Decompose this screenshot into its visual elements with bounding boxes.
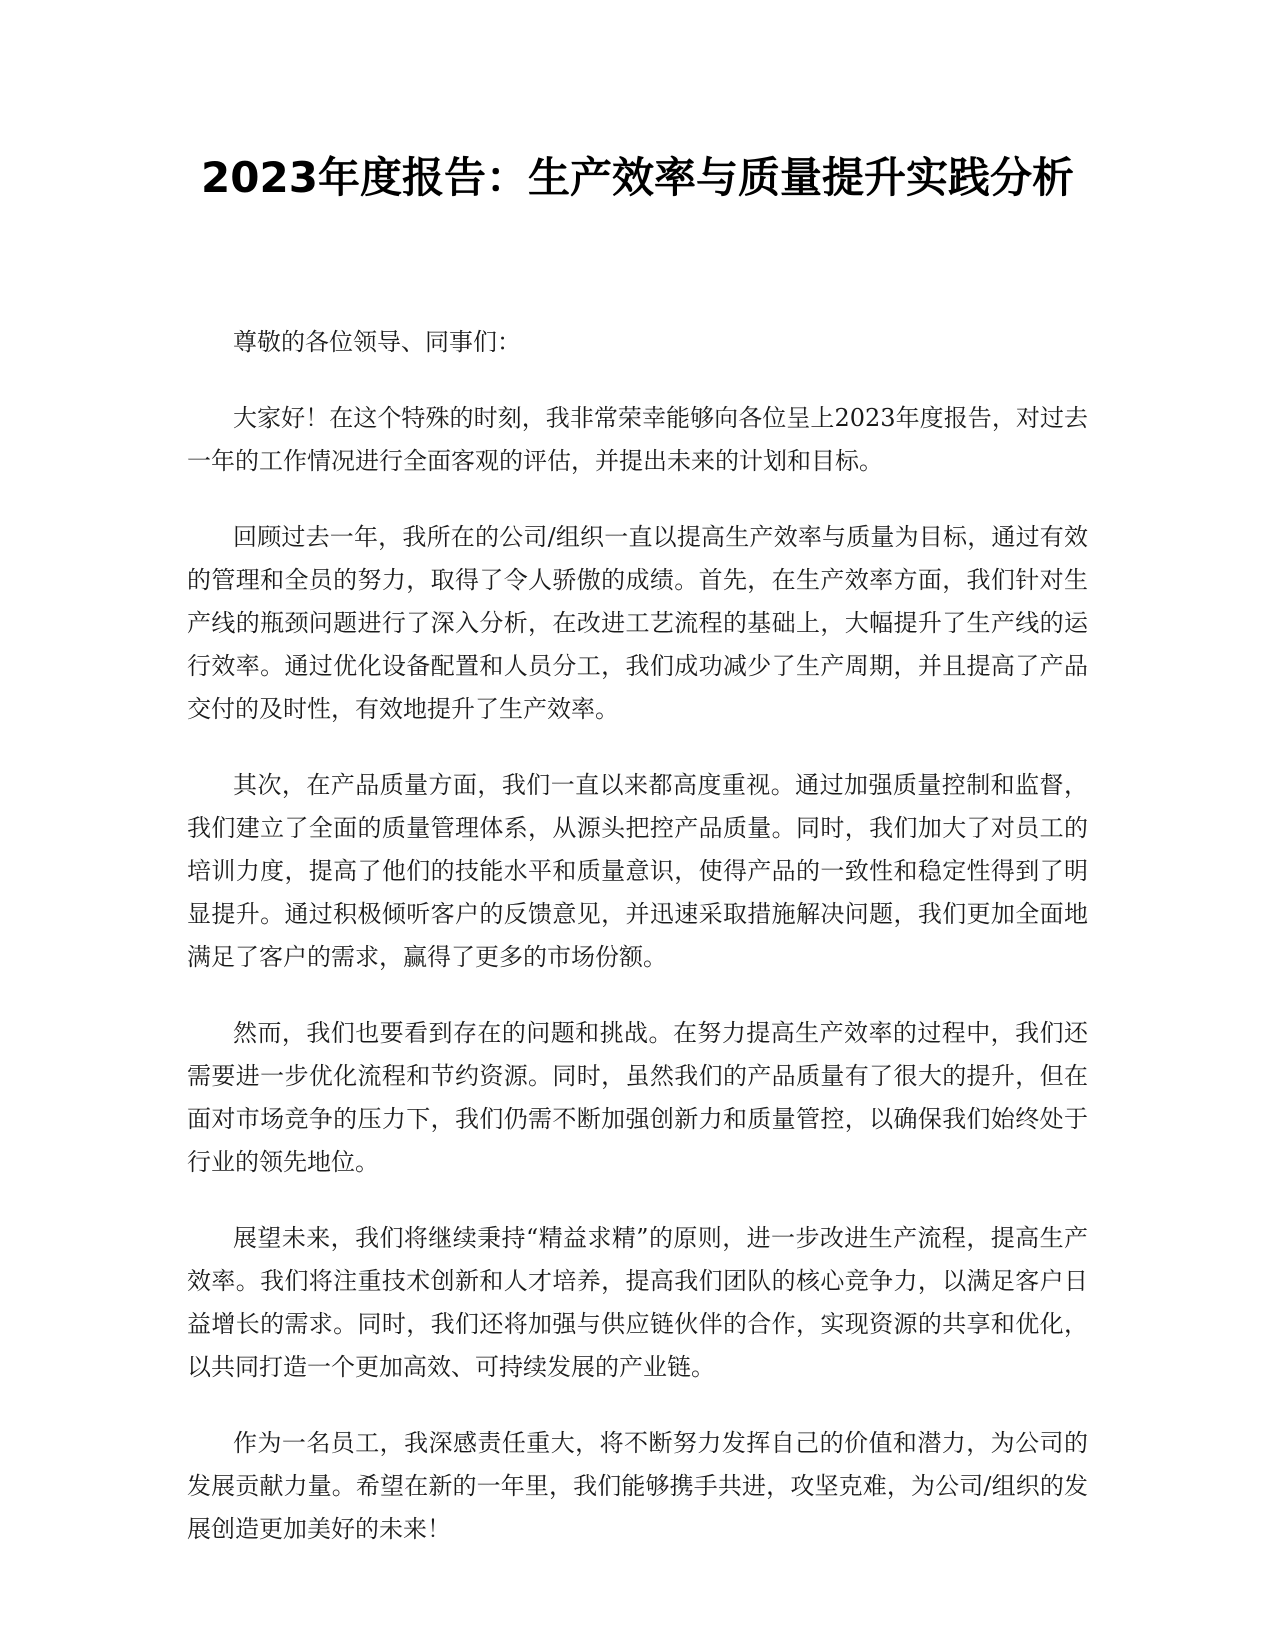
body-paragraph: 展望未来，我们将继续秉持“精益求精”的原则，进一步改进生产流程，提高生产效率。我们将注重技术创新和人才培养，提高我们团队的核心竞争力，以满足客户日益增长的需求。同时，我们还将加强与供应链伙伴的合作，实现资源的共享和优化，以共同打造一个更加高效、可持续发展的产业链。 <box>187 1224 1088 1381</box>
body-paragraph: 然而，我们也要看到存在的问题和挑战。在努力提高生产效率的过程中，我们还需要进一步优化流程和节约资源。同时，虽然我们的产品质量有了很大的提升，但在面对市场竞争的压力下，我们仍需不断加强创新力和质量管控，以确保我们始终处于行业的领先地位。 <box>187 1019 1088 1176</box>
document-body <box>187 321 1088 1584</box>
body-paragraph: 回顾过去一年，我所在的公司/组织一直以提高生产效率与质量为目标，通过有效的管理和全员的努力，取得了令人骄傲的成绩。首先，在生产效率方面，我们针对生产线的瓶颈问题进行了深入分析，在改进工艺流程的基础上，大幅提升了生产线的运行效率。通过优化设备配置和人员分工，我们成功减少了生产周期，并且提高了产品交付的及时性，有效地提升了生产效率。 <box>187 523 1088 723</box>
closing-paragraph: 作为一名员工，我深感责任重大，将不断努力发挥自己的价值和潜力，为公司的发展贡献力量。希望在新的一年里，我们能够携手共进，攻坚克难，为公司/组织的发展创造更加美好的未来！ <box>187 1429 1088 1543</box>
salutation-paragraph: 尊敬的各位领导、同事们： <box>233 328 521 356</box>
document-title: 2023年度报告：生产效率与质量提升实践分析 <box>201 153 1074 202</box>
body-paragraph: 其次，在产品质量方面，我们一直以来都高度重视。通过加强质量控制和监督，我们建立了全面的质量管理体系，从源头把控产品质量。同时，我们加大了对员工的培训力度，提高了他们的技能水平和质量意识，使得产品的一致性和稳定性得到了明显提升。通过积极倾听客户的反馈意见，并迅速采取措施解决问题，我们更加全面地满足了客户的需求，赢得了更多的市场份额。 <box>187 771 1088 971</box>
body-paragraph: 大家好！在这个特殊的时刻，我非常荣幸能够向各位呈上2023年度报告，对过去一年的工作情况进行全面客观的评估，并提出未来的计划和目标。 <box>187 404 1088 475</box>
